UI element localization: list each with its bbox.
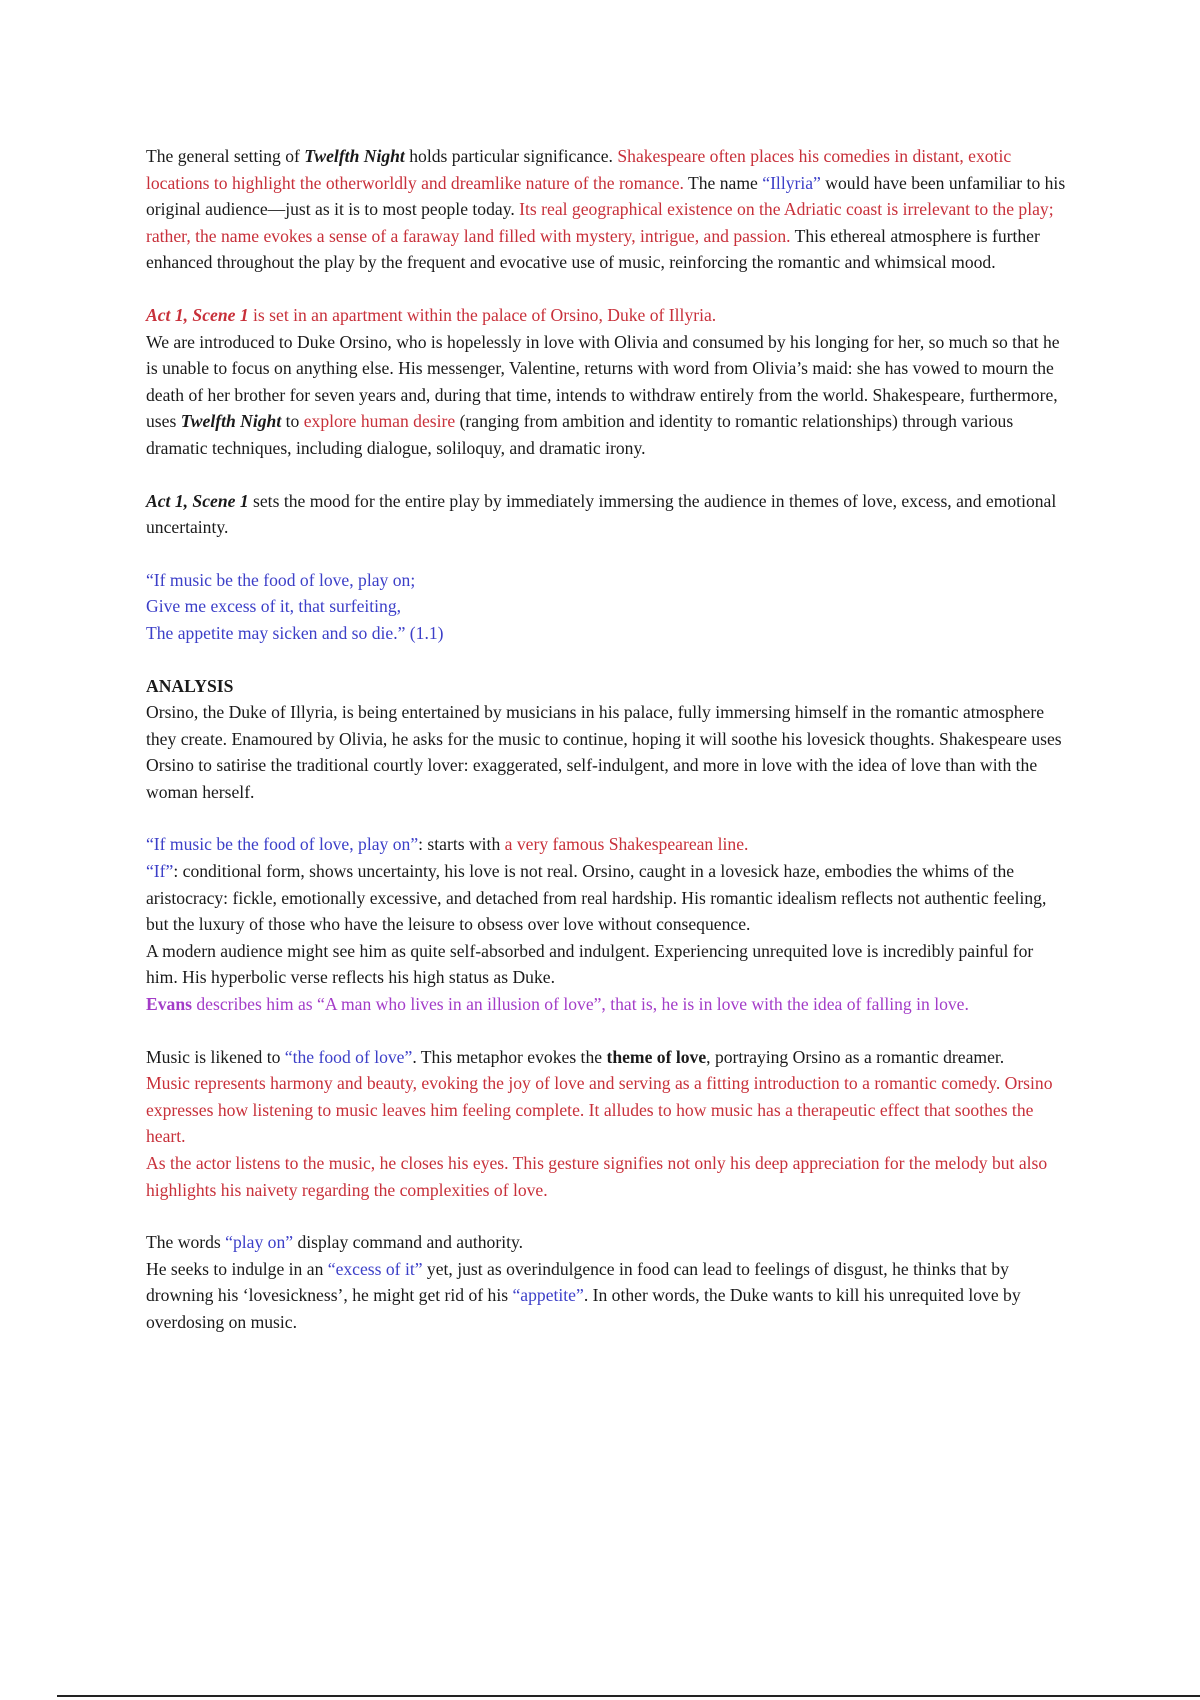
paragraph-actor: As the actor listens to the music, he closes his eyes. This gesture signifies not only his deep appreciation for the melody but also highlights his naivety regarding the complexities of love. — [146, 1153, 1048, 1200]
highlight-red: a very famous Shakespearean line. — [504, 834, 749, 855]
quote-line: The appetite may sicken and so die.” (1.1) — [146, 622, 444, 643]
paragraph-modern-audience: A modern audience might see him as quite self-absorbed and indulgent. Experiencing unrequited love is incredibly painful for him. His hyperbolic verse reflects his high status as Duke. — [146, 940, 1034, 988]
text: , portraying Orsino as a romantic dreamer. — [706, 1046, 1005, 1067]
analysis-heading: ANALYSIS — [146, 675, 234, 696]
quote-line: Give me excess of it, that surfeiting, — [146, 596, 402, 617]
critic-text: describes him as “A man who lives in an illusion of love”, that is, he is in love with the idea of falling in love. — [191, 994, 969, 1015]
text: display command and authority. — [293, 1232, 524, 1253]
paragraph-orsino-intro — [146, 329, 1066, 462]
paragraph-metaphor — [146, 1044, 1066, 1071]
text: The words — [146, 1232, 226, 1253]
quote-blue: “Illyria” — [762, 172, 821, 193]
text: to — [281, 411, 304, 432]
footer-rule — [57, 1695, 1200, 1697]
quote-blue: “play on” — [225, 1232, 294, 1253]
quote-blue: “If music be the food of love, play on” — [146, 834, 419, 855]
paragraph-setting — [146, 143, 1066, 276]
quotation-block — [146, 567, 1066, 647]
highlight-red: explore human desire — [303, 411, 456, 432]
paragraph-if — [146, 858, 1066, 938]
play-title: Twelfth Night — [180, 411, 282, 432]
text: yet, just as overindulgence in food can lead to feelings of disgust, he thinks that by drowning his ‘lovesickness’, he might get rid of his — [146, 1258, 1009, 1306]
paragraph-analysis: Orsino, the Duke of Illyria, is being entertained by musicians in his palace, fully immersing himself in the romantic atmosphere they create. Enamoured by Olivia, he asks for the music to continue, hoping it will soothe his lovesick thoughts. Shakespeare uses Orsino to satirise the traditional courtly lover: exaggerated, self-indulgent, and more in love with the idea of love than with the woman herself. — [146, 702, 1062, 802]
paragraph-scene-intro — [146, 302, 1066, 329]
text: The name — [683, 172, 763, 193]
text: would have been unfamiliar to his original audience—just as it is to most people today. — [146, 172, 1066, 220]
document-body — [146, 143, 1066, 1336]
paragraph-excess — [146, 1256, 1066, 1336]
quote-blue: “If” — [146, 861, 174, 882]
critic-name: Evans — [146, 994, 192, 1015]
scene-heading: Act 1, Scene 1 — [146, 304, 249, 325]
scene-heading-text: is set in an apartment within the palace of Orsino, Duke of Illyria. — [248, 304, 717, 325]
paragraph-famous-line — [146, 831, 1066, 858]
highlight-red: Its real geographical existence on the Adriatic coast is irrelevant to the play; rather, the name evokes a sense of a faraway land filled with mystery, intrigue, and passion. — [146, 199, 1054, 246]
text: He seeks to indulge in an — [146, 1258, 328, 1279]
highlight-red: Shakespeare often places his comedies in distant, exotic locations to highlight the otherworldly and dreamlike nature of the romance. — [146, 146, 1012, 193]
quote-line: “If music be the food of love, play on; — [146, 569, 416, 590]
theme-term: theme of love — [606, 1046, 707, 1067]
quote-blue: “excess of it” — [327, 1258, 423, 1279]
paragraph-music-harmony: Music represents harmony and beauty, evoking the joy of love and serving as a fitting introduction to a romantic comedy. Orsino expresses how listening to music leaves him feeling complete. It alludes to how music has a therapeutic effect that soothes the heart. — [146, 1073, 1053, 1147]
text: sets the mood for the entire play by immediately immersing the audience in themes of love, excess, and emotional uncertainty. — [146, 490, 1057, 538]
paragraph-play-on — [146, 1229, 1066, 1256]
text: (ranging from ambition and identity to romantic relationships) through various dramatic techniques, including dialogue, soliloquy, and dramatic irony. — [146, 411, 1014, 458]
text: holds particular significance. — [404, 146, 618, 166]
text: . This metaphor evokes the — [412, 1046, 607, 1067]
quote-blue: “the food of love” — [284, 1046, 413, 1067]
text: Music is likened to — [146, 1046, 285, 1067]
quote-blue: “appetite” — [512, 1285, 584, 1306]
scene-reference: Act 1, Scene 1 — [146, 490, 249, 511]
text: We are introduced to Duke Orsino, who is hopelessly in love with Olivia and consumed by his longing for her, so much so that he is unable to focus on anything else. His messenger, Valentine, returns with word from Olivia’s maid: she has vowed to mourn the death of her brother for seven years and, during that time, intends to withdraw entirely from the world. Shakespeare, furthermore, uses — [146, 331, 1060, 432]
text: : starts with — [418, 834, 505, 855]
text: . In other words, the Duke wants to kill his unrequited love by overdosing on music. — [146, 1285, 1021, 1332]
text: The general setting of — [146, 146, 305, 166]
play-title: Twelfth Night — [304, 146, 405, 166]
paragraph-mood — [146, 488, 1066, 541]
text: This ethereal atmosphere is further enhanced throughout the play by the frequent and evocative use of music, reinforcing the romantic and whimsical mood. — [146, 225, 1040, 273]
text: : conditional form, shows uncertainty, his love is not real. Orsino, caught in a lovesick haze, embodies the whims of the aristocracy: fickle, emotionally excessive, and detached from real hardship. His romantic idealism reflects not authentic feeling, but the luxury of those who have the leisure to obsess over love without consequence. — [146, 861, 1047, 935]
paragraph-critic — [146, 991, 1066, 1018]
